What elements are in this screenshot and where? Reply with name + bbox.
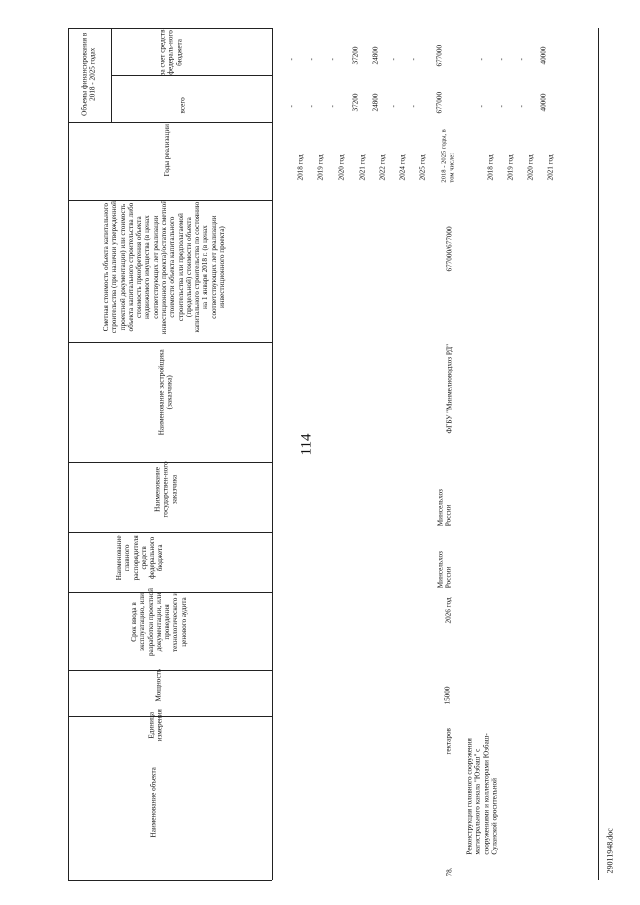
row-estimate: 677000/677000 (445, 226, 454, 272)
header-deadline: Срок ввода в эксплуатацию, или разработки проектной документации, или проведения технологического и ценового аудита (130, 588, 188, 656)
row-unit: гектаров (444, 728, 453, 755)
row-capacity: 15000 (443, 686, 452, 705)
year-row: 2025 год (418, 154, 427, 181)
footer-file-name: 29011948.doc (605, 828, 615, 874)
total-value: 24800 (371, 93, 380, 112)
year-row: 2020 год (526, 154, 535, 181)
total-value: - (287, 105, 296, 108)
year-row: 2022 год (378, 154, 387, 181)
header-years: Годы реализации (162, 123, 171, 177)
year-row: 2019 год (316, 154, 325, 181)
total-value: - (389, 105, 398, 108)
total-value: 40000 (539, 93, 548, 112)
federal-value: - (287, 58, 296, 61)
row-deadline: 2026 год (444, 597, 453, 624)
header-estimate: Сметная стоимость объекта капитального строительства (при наличии утвержденной проектной документации) или стоимость объекта капитального строительства либо стоимость приобретения объекта недвижимого имущества (в ценах соответствующих лет реализации инвестиционного проекта)/остаток сметной стоимости объекта капитального строительства или предполагаемой (предельной) стоимости объекта капитального строительства по состоянию на 1 января 2018 г. (в ценах соответствующих лет реализации инвестиционного проекта) (101, 199, 226, 335)
header-capacity: Мощность (154, 668, 163, 702)
federal-value: 37200 (351, 46, 360, 65)
year-row: 2021 год (546, 154, 555, 181)
year-row: 2018 год (486, 154, 495, 181)
federal-value: - (307, 58, 316, 61)
header-unit: Единица измерения (147, 709, 164, 742)
year-row: 2024 год (398, 154, 407, 181)
header-customer: Наименование государствен-ного заказчика (153, 461, 179, 518)
total-value: - (477, 105, 486, 108)
row-main-manager: Минсельхоз России (436, 551, 453, 589)
federal-value: - (477, 58, 486, 61)
header-developer: Наименование застройщика (заказчика) (157, 349, 174, 436)
federal-value: - (497, 58, 506, 61)
total-value: - (307, 105, 316, 108)
row-number: 78. (445, 867, 454, 877)
header-financing: Объемы финансирования в 2018 - 2025 годах (80, 32, 97, 116)
total-value: - (497, 105, 506, 108)
federal-value: - (409, 58, 418, 61)
total-value: 677000 (435, 91, 444, 114)
year-row: 2018 - 2025 годы, в том числе: (440, 129, 455, 183)
header-main-manager: Наименование главного распорядителя средств федерального бюджета (115, 535, 165, 581)
total-value: 37200 (351, 93, 360, 112)
federal-value: 40000 (539, 46, 548, 65)
year-row: 2019 год (506, 154, 515, 181)
row-developer: ФГБУ "Минмелиоводхоз РД" (445, 343, 454, 434)
federal-value: 24800 (371, 46, 380, 65)
federal-value: - (328, 58, 337, 61)
header-federal: за счет средств федераль-ного бюджета (158, 29, 184, 76)
page-number: 114 (298, 433, 315, 456)
total-value: - (517, 105, 526, 108)
federal-value: - (389, 58, 398, 61)
federal-value: 677000 (435, 44, 444, 67)
year-row: 2018 год (296, 154, 305, 181)
total-value: - (409, 105, 418, 108)
header-total: всего (178, 97, 187, 114)
year-row: 2020 год (337, 154, 346, 181)
row-customer: Минсельхоз России (436, 489, 453, 527)
row-object-name: Реконструкция головного сооружения магистрального канала "Юзбаш" с сооружениями и коллекторами Юзбаш-Суланской оросительной (465, 733, 499, 855)
year-row: 2021 год (358, 154, 367, 181)
total-value: - (328, 105, 337, 108)
header-name: Наименование объекта (149, 767, 158, 838)
federal-value: - (517, 58, 526, 61)
